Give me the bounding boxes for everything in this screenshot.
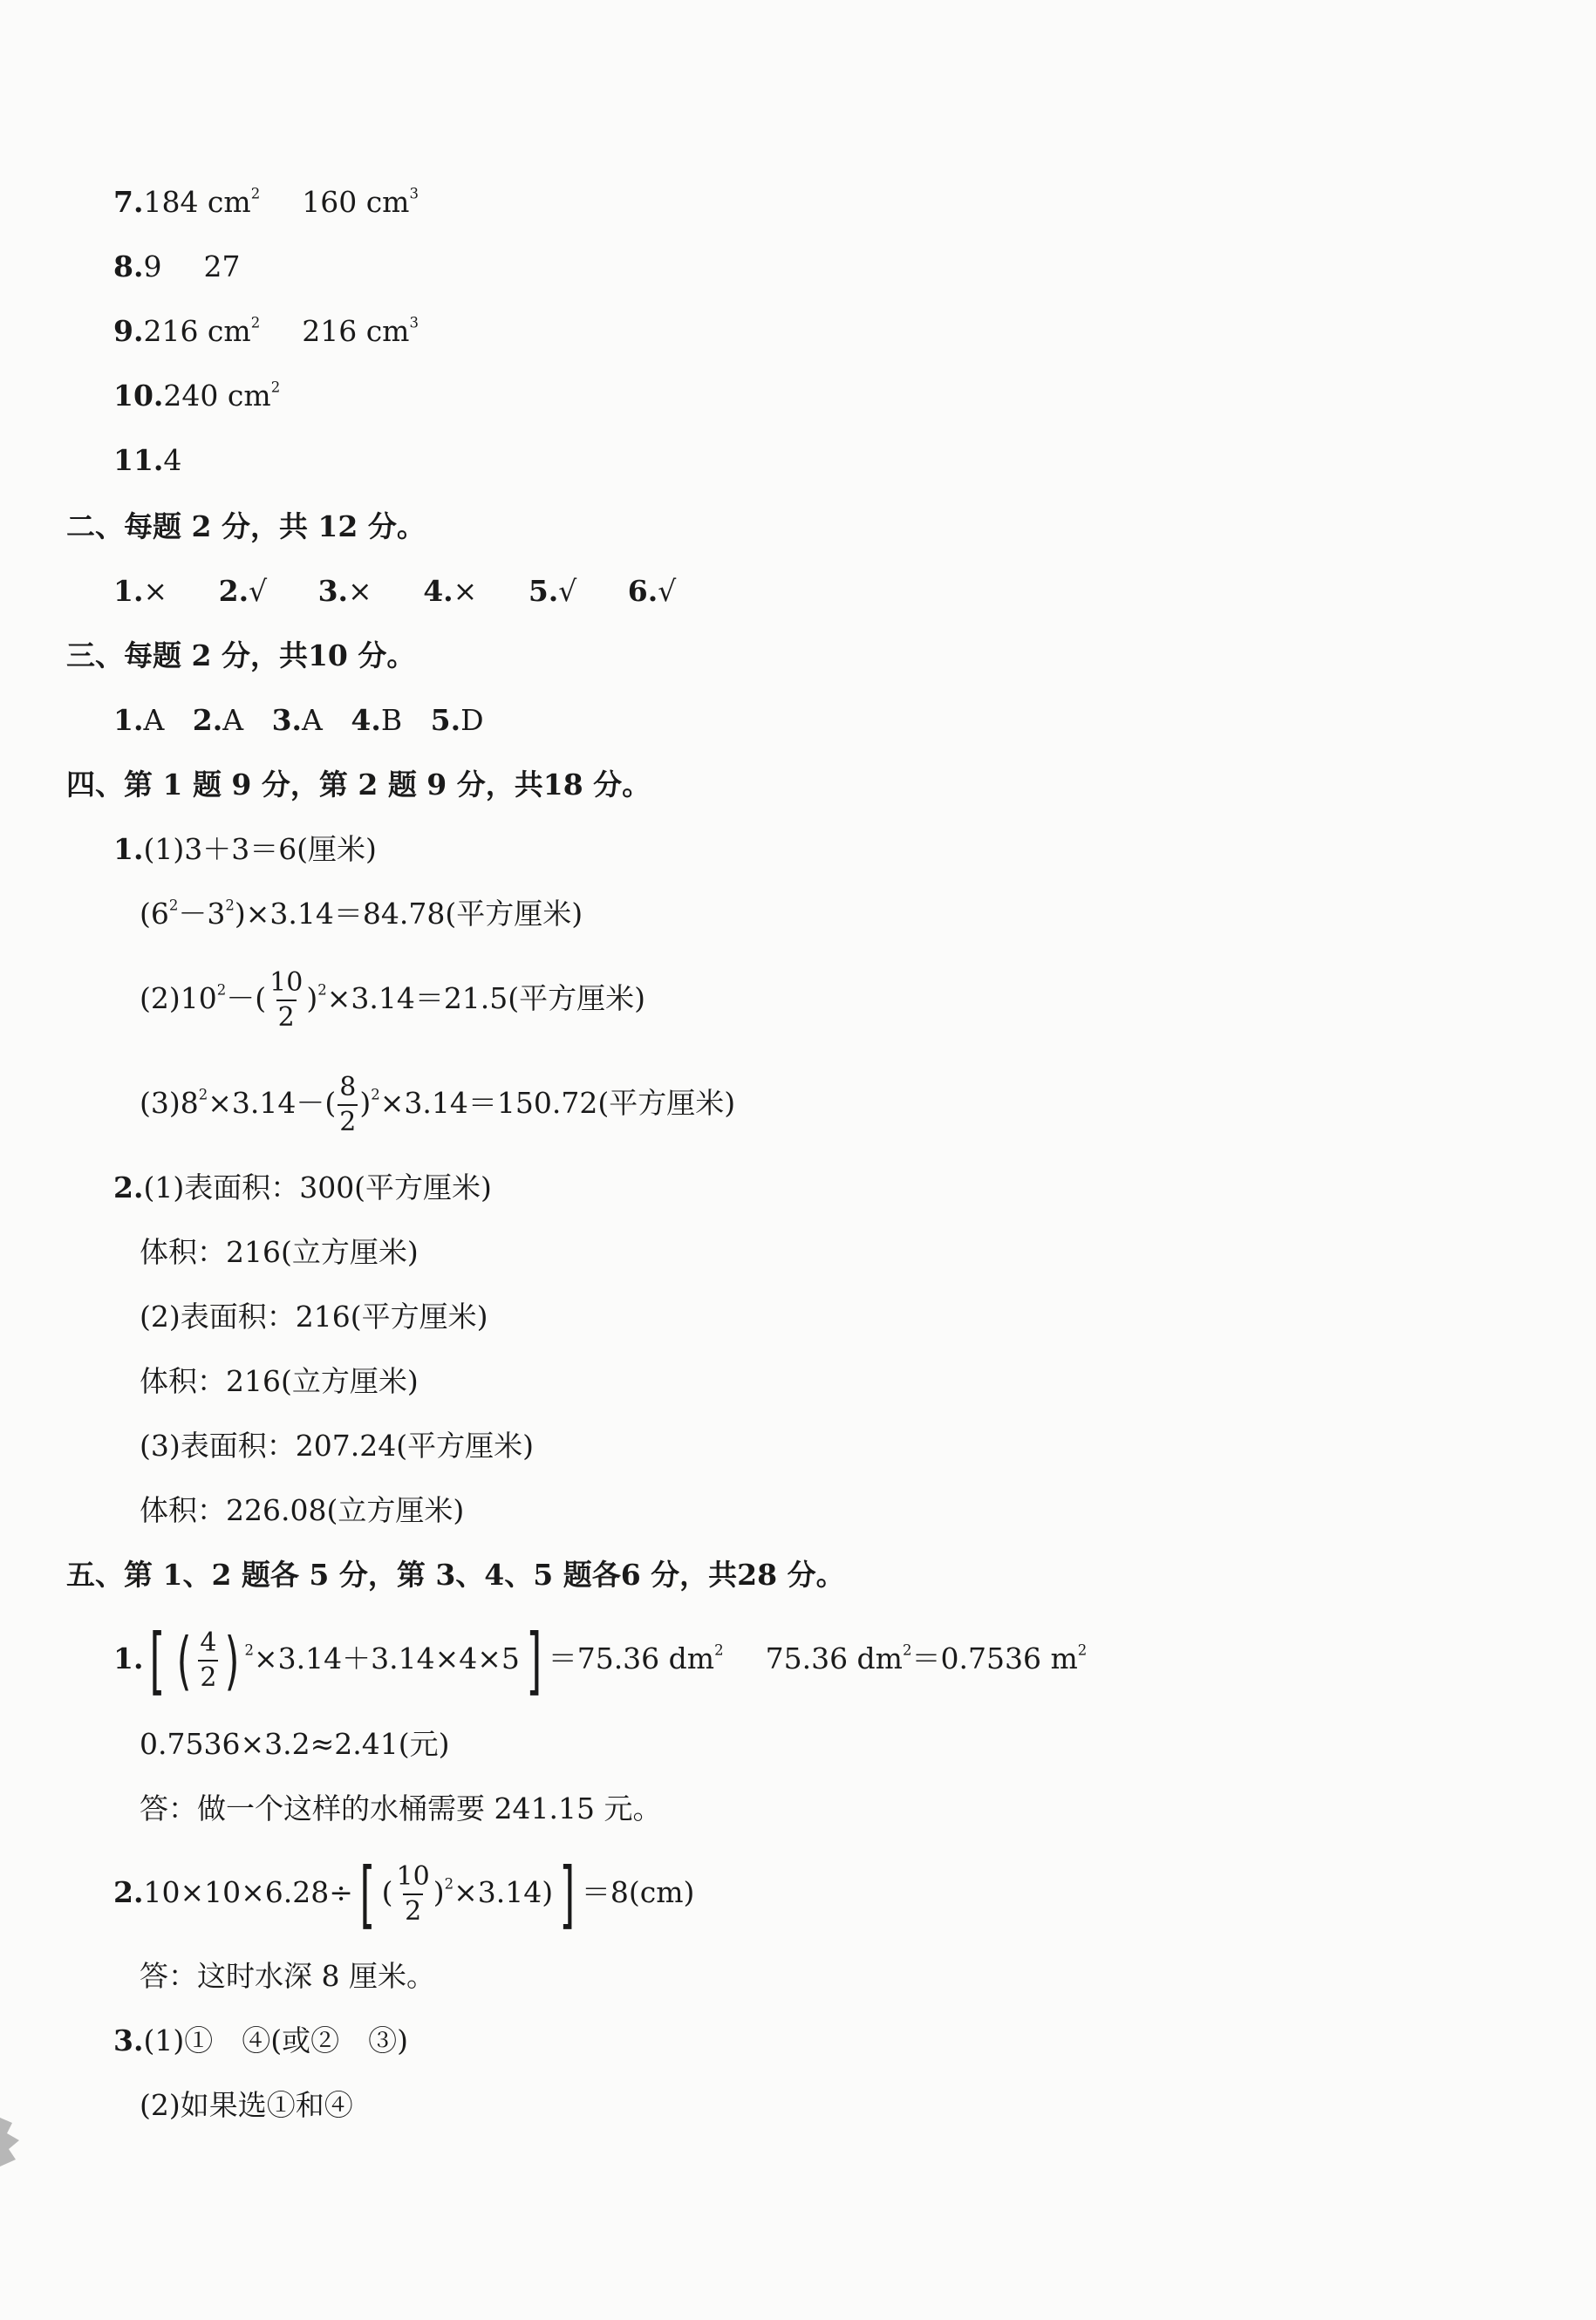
part4-q2-line3: (2)表面积：216(平方厘米) xyxy=(140,1300,488,1334)
answer-value: 216 cm xyxy=(143,314,251,348)
solution-text: ×3.14＝150.72(平方厘米) xyxy=(379,1086,736,1120)
question-number: 4. xyxy=(351,703,381,737)
solution-text: ＝0.7536 m xyxy=(911,1641,1078,1675)
answer-value: 9 xyxy=(143,249,162,283)
question-number: 3. xyxy=(271,703,303,737)
question-number: 1. xyxy=(113,574,144,608)
question-number: 1. xyxy=(113,703,144,737)
part5-q1-line2: 0.7536×3.2≈2.41(元) xyxy=(140,1727,450,1761)
denominator: 2 xyxy=(338,1104,358,1136)
solution-text: (3)8 xyxy=(140,1086,199,1120)
numerator: 4 xyxy=(200,1627,217,1658)
solution-text: ×3.14－( xyxy=(208,1086,337,1120)
denominator: 2 xyxy=(198,1660,218,1691)
question-number: 2. xyxy=(192,703,223,737)
numerator: 10 xyxy=(269,967,304,998)
solution-text: 10×10×6.28÷ xyxy=(143,1875,353,1909)
part5-q2-answer: 答：这时水深 8 厘米。 xyxy=(140,1959,435,1993)
answer-value: B xyxy=(380,703,403,737)
solution-text: (2)10 xyxy=(140,981,217,1015)
question-number: 3. xyxy=(113,2023,144,2057)
exponent: 2 xyxy=(168,897,179,914)
exponent: 2 xyxy=(225,897,235,914)
question-number: 6. xyxy=(627,574,658,608)
solution-text: )×3.14＝84.78(平方厘米) xyxy=(234,897,583,931)
close-paren: ) xyxy=(225,1624,240,1697)
exponent: 2 xyxy=(1077,1641,1088,1659)
question-number: 1. xyxy=(113,832,144,866)
answer-value: × xyxy=(453,574,478,608)
answer-value: A xyxy=(222,703,244,737)
answer-7 xyxy=(113,185,419,220)
answer-value: 4 xyxy=(163,443,182,477)
question-number: 3. xyxy=(317,574,349,608)
exponent: 2 xyxy=(216,981,227,999)
question-number: 2. xyxy=(113,1875,144,1909)
page-edge-mark xyxy=(0,2111,23,2172)
solution-text: －( xyxy=(226,981,267,1015)
part5-q3-line1 xyxy=(113,2023,408,2058)
answer-value: × xyxy=(348,574,372,608)
solution-text: (6 xyxy=(140,897,169,931)
question-number: 9. xyxy=(113,314,144,348)
answer-row-part3 xyxy=(113,703,484,738)
denominator: 2 xyxy=(403,1894,423,1925)
numerator: 8 xyxy=(339,1072,357,1102)
fraction xyxy=(395,1861,432,1927)
answer-value: 240 cm xyxy=(163,379,271,413)
part4-q2-line5: (3)表面积：207.24(平方厘米) xyxy=(140,1429,534,1463)
part4-q2-line4: 体积：216(立方厘米) xyxy=(140,1364,419,1398)
answer-8 xyxy=(113,249,240,284)
solution-text: 75.36 dm xyxy=(765,1641,903,1675)
solution-text: ＝75.36 dm xyxy=(548,1641,715,1675)
exponent: 3 xyxy=(409,185,419,202)
exponent: 3 xyxy=(409,314,419,331)
answer-value: 160 cm xyxy=(302,185,410,219)
solution-text: (1)表面积：300(平方厘米) xyxy=(143,1170,492,1204)
solution-text: ) xyxy=(306,981,318,1015)
answer-value: √ xyxy=(249,574,268,608)
answer-9 xyxy=(113,314,419,349)
part5-q3-line2: (2)如果选①和④ xyxy=(140,2088,353,2122)
answer-value: × xyxy=(143,574,168,608)
answer-value: D xyxy=(460,703,484,737)
exponent: 2 xyxy=(714,1641,724,1659)
exponent: 2 xyxy=(244,1641,255,1659)
section-heading-5: 五、第 1、2 题各 5 分，第 3、4、5 题各6 分，共28 分。 xyxy=(66,1558,845,1592)
question-number: 8. xyxy=(113,249,144,283)
exponent: 2 xyxy=(270,379,281,396)
close-bracket: ] xyxy=(559,1852,576,1937)
part4-q1-line3 xyxy=(140,959,645,1038)
answer-11 xyxy=(113,443,181,478)
question-number: 5. xyxy=(528,574,559,608)
part4-q2-line6: 体积：226.08(立方厘米) xyxy=(140,1493,465,1527)
denominator: 2 xyxy=(276,1000,297,1031)
question-number: 2. xyxy=(113,1170,144,1204)
solution-text: ＝8(cm) xyxy=(581,1875,695,1909)
close-bracket: ] xyxy=(526,1618,542,1703)
exponent: 2 xyxy=(444,1875,454,1893)
answer-value: 216 cm xyxy=(302,314,410,348)
question-number: 5. xyxy=(430,703,461,737)
solution-text: (1)① ④(或② ③) xyxy=(143,2023,408,2057)
open-paren: ( xyxy=(176,1624,192,1697)
numerator: 10 xyxy=(396,1861,430,1892)
part5-q1-formula xyxy=(113,1615,1087,1702)
solution-text: ×3.14＋3.14×4×5 xyxy=(254,1641,520,1675)
exponent: 2 xyxy=(317,981,327,999)
fraction xyxy=(268,967,304,1033)
section-heading-4: 四、第 1 题 9 分，第 2 题 9 分，共18 分。 xyxy=(66,768,651,802)
solution-text: ) xyxy=(359,1086,372,1120)
question-number: 10. xyxy=(113,379,164,413)
answer-value: 27 xyxy=(203,249,241,283)
part4-q1-line2 xyxy=(140,897,583,931)
answer-value: √ xyxy=(658,574,677,608)
section-heading-3: 三、每题 2 分，共10 分。 xyxy=(66,638,416,672)
question-number: 1. xyxy=(113,1641,144,1675)
question-number: 7. xyxy=(113,185,144,219)
answer-value: A xyxy=(302,703,323,737)
question-number: 11. xyxy=(113,443,164,477)
open-bracket: [ xyxy=(149,1618,166,1703)
solution-text: －3 xyxy=(178,897,226,931)
exponent: 2 xyxy=(902,1641,912,1659)
question-number: 4. xyxy=(423,574,454,608)
fraction xyxy=(198,1627,218,1693)
section-heading-2: 二、每题 2 分，共 12 分。 xyxy=(66,509,426,543)
exponent: 2 xyxy=(198,1086,208,1103)
part4-q1-line4 xyxy=(140,1064,735,1143)
answer-row-part2 xyxy=(113,574,676,609)
answer-value: √ xyxy=(558,574,577,608)
part4-q1-line1 xyxy=(113,832,377,867)
solution-text: (1)3＋3＝6(厘米) xyxy=(143,832,377,866)
part4-q2-line2: 体积：216(立方厘米) xyxy=(140,1235,419,1269)
fraction xyxy=(338,1072,358,1137)
question-number: 2. xyxy=(218,574,249,608)
part4-q2-line1 xyxy=(113,1170,492,1205)
answer-value: A xyxy=(143,703,165,737)
open-bracket: [ xyxy=(359,1852,376,1937)
answer-value: 184 cm xyxy=(143,185,251,219)
exponent: 2 xyxy=(371,1086,380,1103)
exponent: 2 xyxy=(250,314,261,331)
answer-10 xyxy=(113,379,280,413)
exponent: 2 xyxy=(250,185,261,202)
part5-q1-answer: 答：做一个这样的水桶需要 241.15 元。 xyxy=(140,1791,662,1825)
solution-text: ×3.14＝21.5(平方厘米) xyxy=(326,981,646,1015)
solution-text: ×3.14) xyxy=(454,1875,554,1909)
part5-q2-formula: 2.10×10×6.28÷[ ( $\frac{10}{2}$ )$^2$×3.14)] ＝8(cm) xyxy=(113,1852,695,1937)
